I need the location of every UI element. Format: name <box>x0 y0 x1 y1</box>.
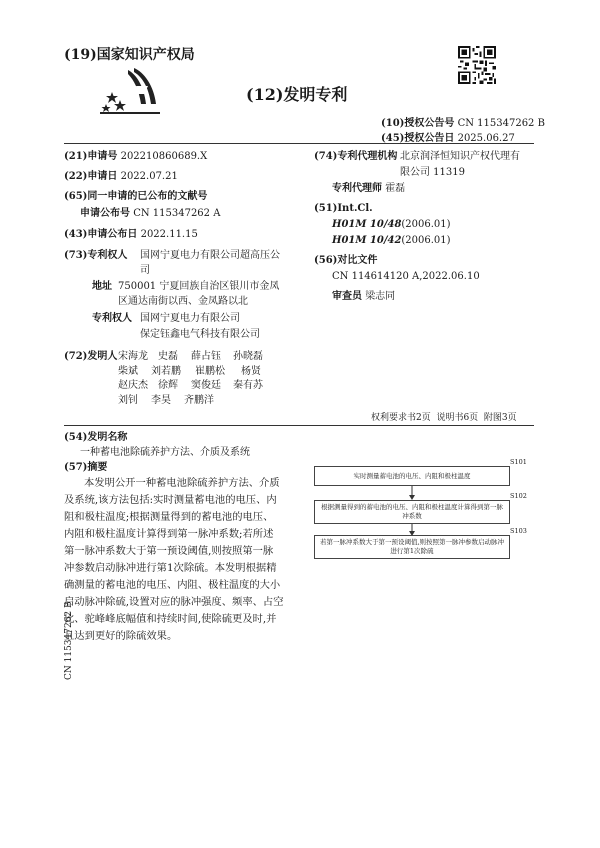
intcl-item <box>332 218 451 231</box>
flow-step-box: 实时测量蓄电池的电压、内阻和极柱温度 <box>314 466 510 486</box>
title-label: (54)发明名称 <box>64 432 128 443</box>
inventor-name: 赵庆杰 <box>118 380 148 391</box>
abstract-line: 比、驼峰峰底幅值和持续时间,使除硫更及时,并 <box>64 613 277 625</box>
abstract-line: 内阻和极柱温度计算得到第一脉冲系数;若所述 <box>64 528 274 540</box>
flow-step-id: S101 <box>510 458 527 466</box>
document-type: (12)发明专利 <box>246 85 348 104</box>
publication-date-label: (43)申请公布日 <box>64 229 138 240</box>
publication-date: 2022.11.15 <box>140 229 198 240</box>
inventor-name: 崔鹏松 <box>195 365 225 377</box>
application-number-label: (21)申请号 <box>64 151 118 162</box>
examiner-name: 梁志同 <box>365 291 396 302</box>
cited-docs-label: (56)对比文件 <box>314 255 378 266</box>
application-date-label: (22)申请日 <box>64 171 118 182</box>
address-line-2: 区通达南街以西、金凤路以北 <box>118 296 248 307</box>
abstract-line: 确测量的蓄电池的电压、内阻、极柱温度的大小 <box>64 579 281 591</box>
publication-date-row <box>64 228 198 241</box>
abstract-text <box>64 475 304 645</box>
intcl-code: H01M 10/42 <box>332 235 402 246</box>
inventor-name: 窦俊廷 <box>191 380 221 391</box>
inventor-name: 宋海龙 <box>118 351 148 362</box>
application-date-row <box>64 170 178 183</box>
inventor-name: 齐鹏洋 <box>184 394 214 406</box>
flow-step-box: 根据测量得到的蓄电池的电压、内阻和极柱温度计算得到第一脉冲系数 <box>314 500 510 524</box>
header-divider <box>64 143 534 144</box>
side-publication-number: CN 115347262 B <box>64 601 74 680</box>
grant-number: CN 115347262 B <box>457 118 545 129</box>
inventor-name: 杨贤 <box>241 365 261 377</box>
grant-date-row <box>381 129 515 144</box>
grant-number-row <box>381 114 545 129</box>
publication-number: CN 115347262 A <box>133 208 221 219</box>
inventor-name: 薛占钰 <box>191 351 221 362</box>
grant-date-label: (45)授权公告日 <box>381 133 455 144</box>
inventor-name: 刘若鹏 <box>151 365 181 377</box>
cited-docs: CN 114614120 A,2022.06.10 <box>332 271 480 282</box>
patentee2-label: 专利权人 <box>92 313 132 324</box>
cnipa-logo <box>100 64 162 116</box>
inventor-name: 秦有苏 <box>233 380 263 391</box>
address-line-1: 750001 宁夏回族自治区银川市金凤 <box>118 281 280 292</box>
agent-name: 霍磊 <box>385 183 406 194</box>
intcl-code: H01M 10/48 <box>332 219 402 230</box>
grant-number-label: (10)授权公告号 <box>381 118 455 129</box>
patentee-line-2: 司 <box>140 265 150 276</box>
inventor-row <box>118 394 263 409</box>
intcl-label: (51)Int.Cl. <box>314 203 373 214</box>
inventor-row <box>118 365 263 380</box>
inventor-label: (72)发明人 <box>64 351 118 362</box>
application-number-row <box>64 150 207 163</box>
patentee2-line-1: 国网宁夏电力有限公司 <box>140 313 240 324</box>
flow-arrow-icon <box>406 486 418 500</box>
grant-date: 2025.06.27 <box>457 133 515 144</box>
inventor-row <box>118 379 263 394</box>
inventor-list <box>118 350 263 408</box>
inventor-name: 李昊 <box>151 394 171 406</box>
abstract-line: 冲参数启动脉冲进行第1次除硫。本发明根据精 <box>64 562 277 574</box>
page-counts: 权利要求书2页 说明书6页 附图3页 <box>371 413 517 423</box>
intcl-version: (2006.01) <box>401 219 451 230</box>
inventor-name: 徐辉 <box>158 380 178 391</box>
patentee2-line-2: 保定钰鑫电气科技有限公司 <box>140 329 260 340</box>
prior-publication-label: (65)同一申请的已公布的文献号 <box>64 191 208 202</box>
publication-number-label: 申请公布号 <box>80 208 130 219</box>
abstract-line: 第一脉冲系数大于第一预设阈值,则按照第一脉 <box>64 545 274 557</box>
agency-label: (74)专利代理机构 <box>314 151 398 162</box>
inventor-name: 柴斌 <box>118 365 138 377</box>
examiner-label: 审查员 <box>332 291 362 302</box>
abstract-line: 启动脉冲除硫,设置对应的脉冲强度、频率、占空 <box>64 596 284 608</box>
abstract-label: (57)摘要 <box>64 462 108 473</box>
intcl-version: (2006.01) <box>401 235 451 246</box>
inventor-name: 史磊 <box>158 351 178 362</box>
inventor-name: 刘钊 <box>118 394 138 406</box>
patentee-line-1: 国网宁夏电力有限公司超高压公 <box>140 250 280 261</box>
agent-row <box>332 182 405 195</box>
office-name: (19)国家知识产权局 <box>64 47 195 63</box>
abstract-line: 阻和极柱温度;根据测量得到的蓄电池的电压、 <box>64 511 274 523</box>
qr-code-icon <box>458 46 496 84</box>
abstract-line: 本发明公开一种蓄电池除硫养护方法、介质 <box>84 477 280 489</box>
invention-title: 一种蓄电池除硫养护方法、介质及系统 <box>80 447 250 458</box>
flow-step-id: S103 <box>510 527 527 535</box>
abstract-line: 且达到更好的除硫效果。 <box>64 630 178 642</box>
publication-number-row <box>80 207 220 220</box>
agent-label: 专利代理师 <box>332 183 382 194</box>
counts-divider <box>64 425 534 426</box>
application-date: 2022.07.21 <box>120 171 178 182</box>
flow-step-id: S102 <box>510 492 527 500</box>
inventor-row <box>118 350 263 365</box>
flow-step-box: 若第一脉冲系数大于第一预设阈值,则按照第一脉冲参数启动脉冲进行第1次除硫 <box>314 535 510 559</box>
abstract-line: 及系统,该方法包括:实时测量蓄电池的电压、内 <box>64 494 277 506</box>
intcl-item <box>332 234 451 247</box>
application-number: 202210860689.X <box>120 151 208 162</box>
inventor-name: 孙晓磊 <box>233 351 263 362</box>
agency-line-1: 北京润泽恒知识产权代理有 <box>400 151 520 162</box>
patentee-label: (73)专利权人 <box>64 250 128 261</box>
examiner-row <box>332 290 395 303</box>
address-label: 地址 <box>92 281 112 292</box>
agency-line-2: 限公司 11319 <box>400 167 465 178</box>
